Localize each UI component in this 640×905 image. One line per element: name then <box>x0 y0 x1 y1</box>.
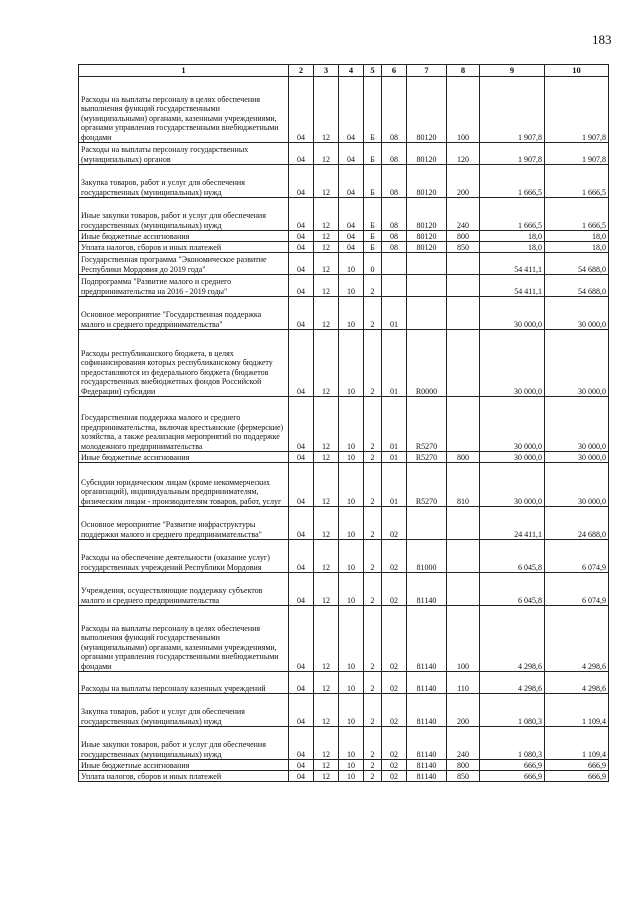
value-cell-10: 1 109,4 <box>545 694 609 727</box>
table-row <box>79 606 609 672</box>
value-cell-4: 10 <box>339 275 364 297</box>
value-cell-10: 4 298,6 <box>545 672 609 694</box>
row-name-cell: Иные бюджетные ассигнования <box>79 452 289 463</box>
value-cell-4: 10 <box>339 463 364 507</box>
table-row <box>79 507 609 540</box>
row-name-cell: Государственная поддержка малого и среднего предпринимательства, включая крестьянские (фермерские) хозяйства, а также реализация мероприятий по поддержке молодежного предпринимательства <box>79 397 289 452</box>
row-name-cell: Расходы на выплаты персоналу государственных (муниципальных) органов <box>79 143 289 165</box>
value-cell-8: 850 <box>447 242 480 253</box>
value-cell-9: 1 666,5 <box>480 165 545 198</box>
value-cell-2: 04 <box>289 77 314 143</box>
value-cell-2: 04 <box>289 694 314 727</box>
page-number: 183 <box>592 32 612 47</box>
value-cell-3: 12 <box>314 694 339 727</box>
row-name-cell: Уплата налогов, сборов и иных платежей <box>79 242 289 253</box>
value-cell-10: 30 000,0 <box>545 463 609 507</box>
value-cell-7: 80120 <box>407 198 447 231</box>
value-cell-10: 4 298,6 <box>545 606 609 672</box>
value-cell-3: 12 <box>314 452 339 463</box>
col-header-7: 7 <box>407 65 447 77</box>
value-cell-5: 2 <box>364 727 382 760</box>
value-cell-7: R5270 <box>407 397 447 452</box>
value-cell-4: 04 <box>339 77 364 143</box>
value-cell-3: 12 <box>314 573 339 606</box>
col-header-3: 3 <box>314 65 339 77</box>
value-cell-9: 30 000,0 <box>480 463 545 507</box>
value-cell-9: 18,0 <box>480 242 545 253</box>
value-cell-10: 6 074,9 <box>545 573 609 606</box>
budget-table <box>78 64 609 782</box>
value-cell-7: 81140 <box>407 606 447 672</box>
value-cell-7: 81140 <box>407 672 447 694</box>
value-cell-7: 81140 <box>407 771 447 782</box>
value-cell-6: 02 <box>382 573 407 606</box>
value-cell-9: 666,9 <box>480 771 545 782</box>
value-cell-10: 1 109,4 <box>545 727 609 760</box>
value-cell-5: 2 <box>364 330 382 397</box>
value-cell-5: Б <box>364 77 382 143</box>
value-cell-3: 12 <box>314 672 339 694</box>
value-cell-9: 30 000,0 <box>480 330 545 397</box>
value-cell-9: 6 045,8 <box>480 573 545 606</box>
table-row <box>79 198 609 231</box>
row-name-cell: Основное мероприятие "Государственная поддержка малого и среднего предпринимательства" <box>79 297 289 330</box>
table-row <box>79 297 609 330</box>
table-row <box>79 672 609 694</box>
value-cell-9: 4 298,6 <box>480 606 545 672</box>
table-row <box>79 330 609 397</box>
value-cell-10: 24 688,0 <box>545 507 609 540</box>
value-cell-6 <box>382 253 407 275</box>
value-cell-2: 04 <box>289 540 314 573</box>
value-cell-10: 30 000,0 <box>545 330 609 397</box>
row-name-cell: Расходы республиканского бюджета, в целях софинансирования которых республиканскому бюджету предоставляются из федерального бюджета (бюджетов государственных внебюджетных фондов Российской Федерации) субсидии <box>79 330 289 397</box>
value-cell-4: 10 <box>339 297 364 330</box>
value-cell-4: 10 <box>339 694 364 727</box>
value-cell-7: 81140 <box>407 760 447 771</box>
value-cell-10: 6 074,9 <box>545 540 609 573</box>
value-cell-6: 02 <box>382 727 407 760</box>
row-name-cell: Закупка товаров, работ и услуг для обеспечения государственных (муниципальных) нужд <box>79 165 289 198</box>
value-cell-4: 10 <box>339 727 364 760</box>
row-name-cell: Расходы на выплаты персоналу казенных учреждений <box>79 672 289 694</box>
table-row <box>79 165 609 198</box>
value-cell-6: 02 <box>382 672 407 694</box>
value-cell-9: 4 298,6 <box>480 672 545 694</box>
value-cell-9: 1 080,3 <box>480 727 545 760</box>
value-cell-2: 04 <box>289 507 314 540</box>
value-cell-8 <box>447 253 480 275</box>
value-cell-6: 08 <box>382 231 407 242</box>
value-cell-7 <box>407 253 447 275</box>
value-cell-2: 04 <box>289 606 314 672</box>
value-cell-6: 01 <box>382 397 407 452</box>
value-cell-10: 30 000,0 <box>545 397 609 452</box>
row-name-cell: Иные бюджетные ассигнования <box>79 760 289 771</box>
value-cell-9: 24 411,1 <box>480 507 545 540</box>
value-cell-3: 12 <box>314 540 339 573</box>
table-row <box>79 275 609 297</box>
value-cell-6: 08 <box>382 165 407 198</box>
col-header-10: 10 <box>545 65 609 77</box>
value-cell-2: 04 <box>289 330 314 397</box>
row-name-cell: Иные закупки товаров, работ и услуг для обеспечения государственных (муниципальных) нужд <box>79 198 289 231</box>
table-row <box>79 540 609 573</box>
value-cell-4: 10 <box>339 452 364 463</box>
value-cell-7: 80120 <box>407 242 447 253</box>
value-cell-9: 1 666,5 <box>480 198 545 231</box>
value-cell-5: 2 <box>364 672 382 694</box>
value-cell-5: 2 <box>364 694 382 727</box>
value-cell-2: 04 <box>289 165 314 198</box>
value-cell-5: 2 <box>364 275 382 297</box>
table-row <box>79 760 609 771</box>
value-cell-3: 12 <box>314 165 339 198</box>
value-cell-3: 12 <box>314 463 339 507</box>
value-cell-8: 800 <box>447 452 480 463</box>
value-cell-3: 12 <box>314 275 339 297</box>
value-cell-8: 110 <box>447 672 480 694</box>
col-header-9: 9 <box>480 65 545 77</box>
value-cell-10: 1 666,5 <box>545 165 609 198</box>
value-cell-8 <box>447 330 480 397</box>
value-cell-10: 30 000,0 <box>545 297 609 330</box>
value-cell-2: 04 <box>289 143 314 165</box>
value-cell-3: 12 <box>314 253 339 275</box>
value-cell-9: 1 080,3 <box>480 694 545 727</box>
value-cell-2: 04 <box>289 242 314 253</box>
value-cell-5: Б <box>364 198 382 231</box>
value-cell-6: 02 <box>382 760 407 771</box>
value-cell-5: 2 <box>364 540 382 573</box>
value-cell-7: 80120 <box>407 77 447 143</box>
value-cell-5: Б <box>364 242 382 253</box>
value-cell-5: 0 <box>364 253 382 275</box>
value-cell-4: 10 <box>339 760 364 771</box>
value-cell-9: 1 907,8 <box>480 143 545 165</box>
value-cell-3: 12 <box>314 606 339 672</box>
value-cell-7 <box>407 275 447 297</box>
value-cell-10: 18,0 <box>545 231 609 242</box>
row-name-cell: Иные закупки товаров, работ и услуг для обеспечения государственных (муниципальных) нужд <box>79 727 289 760</box>
value-cell-9: 18,0 <box>480 231 545 242</box>
value-cell-3: 12 <box>314 760 339 771</box>
value-cell-3: 12 <box>314 507 339 540</box>
value-cell-8: 850 <box>447 771 480 782</box>
value-cell-10: 1 907,8 <box>545 77 609 143</box>
value-cell-10: 18,0 <box>545 242 609 253</box>
value-cell-8: 240 <box>447 198 480 231</box>
value-cell-8 <box>447 275 480 297</box>
value-cell-5: 2 <box>364 397 382 452</box>
value-cell-7: 81140 <box>407 573 447 606</box>
row-name-cell: Учреждения, осуществляющие поддержку субъектов малого и среднего предпринимательства <box>79 573 289 606</box>
header-row <box>79 65 609 77</box>
value-cell-6: 08 <box>382 77 407 143</box>
value-cell-3: 12 <box>314 297 339 330</box>
value-cell-6: 08 <box>382 242 407 253</box>
value-cell-10: 1 907,8 <box>545 143 609 165</box>
row-name-cell: Иные бюджетные ассигнования <box>79 231 289 242</box>
value-cell-5: 2 <box>364 297 382 330</box>
value-cell-2: 04 <box>289 297 314 330</box>
table-row <box>79 771 609 782</box>
value-cell-5: Б <box>364 231 382 242</box>
table-row <box>79 397 609 452</box>
value-cell-4: 10 <box>339 573 364 606</box>
value-cell-7 <box>407 297 447 330</box>
table-row <box>79 463 609 507</box>
table-row <box>79 452 609 463</box>
value-cell-7: R5270 <box>407 452 447 463</box>
value-cell-9: 30 000,0 <box>480 397 545 452</box>
value-cell-3: 12 <box>314 330 339 397</box>
value-cell-4: 10 <box>339 397 364 452</box>
col-header-2: 2 <box>289 65 314 77</box>
value-cell-6: 08 <box>382 143 407 165</box>
value-cell-5: Б <box>364 165 382 198</box>
value-cell-7: 80120 <box>407 165 447 198</box>
value-cell-5: 2 <box>364 507 382 540</box>
col-header-5: 5 <box>364 65 382 77</box>
value-cell-5: 2 <box>364 771 382 782</box>
value-cell-8 <box>447 573 480 606</box>
value-cell-8 <box>447 507 480 540</box>
value-cell-2: 04 <box>289 231 314 242</box>
value-cell-4: 10 <box>339 330 364 397</box>
value-cell-9: 54 411,1 <box>480 275 545 297</box>
col-header-1: 1 <box>79 65 289 77</box>
value-cell-3: 12 <box>314 231 339 242</box>
value-cell-2: 04 <box>289 452 314 463</box>
row-name-cell: Основное мероприятие "Развитие инфраструктуры поддержки малого и среднего предпринимательства" <box>79 507 289 540</box>
value-cell-8: 810 <box>447 463 480 507</box>
value-cell-6 <box>382 275 407 297</box>
value-cell-3: 12 <box>314 397 339 452</box>
value-cell-7: 80120 <box>407 231 447 242</box>
value-cell-8: 120 <box>447 143 480 165</box>
table-row <box>79 694 609 727</box>
value-cell-8: 200 <box>447 165 480 198</box>
value-cell-7: 81140 <box>407 694 447 727</box>
value-cell-6: 02 <box>382 540 407 573</box>
value-cell-5: 2 <box>364 760 382 771</box>
value-cell-8: 800 <box>447 760 480 771</box>
value-cell-9: 30 000,0 <box>480 452 545 463</box>
value-cell-8: 100 <box>447 77 480 143</box>
value-cell-7: 80120 <box>407 143 447 165</box>
row-name-cell: Расходы на выплаты персоналу в целях обеспечения выполнения функций государственными (муниципальными) органами, казенными учреждениями, органами управления государственными внебюджетными фондами <box>79 606 289 672</box>
col-header-8: 8 <box>447 65 480 77</box>
value-cell-7: R5270 <box>407 463 447 507</box>
value-cell-2: 04 <box>289 727 314 760</box>
value-cell-10: 1 666,5 <box>545 198 609 231</box>
value-cell-5: Б <box>364 143 382 165</box>
value-cell-8: 200 <box>447 694 480 727</box>
value-cell-10: 666,9 <box>545 760 609 771</box>
table-row <box>79 143 609 165</box>
value-cell-2: 04 <box>289 397 314 452</box>
value-cell-7: 81140 <box>407 727 447 760</box>
value-cell-4: 04 <box>339 242 364 253</box>
value-cell-3: 12 <box>314 198 339 231</box>
value-cell-4: 10 <box>339 507 364 540</box>
table-row <box>79 231 609 242</box>
row-name-cell: Закупка товаров, работ и услуг для обеспечения государственных (муниципальных) нужд <box>79 694 289 727</box>
value-cell-7 <box>407 507 447 540</box>
value-cell-6: 02 <box>382 771 407 782</box>
value-cell-6: 02 <box>382 694 407 727</box>
value-cell-3: 12 <box>314 727 339 760</box>
table-row <box>79 573 609 606</box>
value-cell-10: 30 000,0 <box>545 452 609 463</box>
table-row <box>79 727 609 760</box>
value-cell-7: R0000 <box>407 330 447 397</box>
table-row <box>79 242 609 253</box>
table-row <box>79 77 609 143</box>
value-cell-4: 04 <box>339 198 364 231</box>
value-cell-2: 04 <box>289 771 314 782</box>
value-cell-9: 1 907,8 <box>480 77 545 143</box>
row-name-cell: Уплата налогов, сборов и иных платежей <box>79 771 289 782</box>
value-cell-3: 12 <box>314 143 339 165</box>
value-cell-6: 01 <box>382 463 407 507</box>
value-cell-6: 02 <box>382 507 407 540</box>
row-name-cell: Расходы на обеспечение деятельности (оказание услуг) государственных учреждений Республики Мордовия <box>79 540 289 573</box>
value-cell-6: 01 <box>382 452 407 463</box>
row-name-cell: Субсидии юридическим лицам (кроме некоммерческих организаций), индивидуальным предпринимателям, физическим лицам - производителям товаров, работ, услуг <box>79 463 289 507</box>
value-cell-10: 666,9 <box>545 771 609 782</box>
value-cell-2: 04 <box>289 760 314 771</box>
value-cell-10: 54 688,0 <box>545 275 609 297</box>
value-cell-4: 10 <box>339 540 364 573</box>
value-cell-2: 04 <box>289 198 314 231</box>
table-row <box>79 253 609 275</box>
value-cell-5: 2 <box>364 452 382 463</box>
row-name-cell: Подпрограмма "Развитие малого и среднего предпринимательства на 2016 - 2019 годы" <box>79 275 289 297</box>
value-cell-2: 04 <box>289 573 314 606</box>
value-cell-2: 04 <box>289 672 314 694</box>
value-cell-9: 54 411,1 <box>480 253 545 275</box>
value-cell-3: 12 <box>314 242 339 253</box>
value-cell-8 <box>447 297 480 330</box>
value-cell-9: 666,9 <box>480 760 545 771</box>
col-header-6: 6 <box>382 65 407 77</box>
value-cell-4: 10 <box>339 253 364 275</box>
value-cell-3: 12 <box>314 77 339 143</box>
value-cell-8: 100 <box>447 606 480 672</box>
row-name-cell: Государственная программа "Экономическое развитие Республики Мордовия до 2019 года" <box>79 253 289 275</box>
value-cell-5: 2 <box>364 573 382 606</box>
value-cell-9: 30 000,0 <box>480 297 545 330</box>
value-cell-4: 04 <box>339 165 364 198</box>
value-cell-8 <box>447 397 480 452</box>
row-name-cell: Расходы на выплаты персоналу в целях обеспечения выполнения функций государственными (муниципальными) органами, казенными учреждениями, органами управления государственными внебюджетными фондами <box>79 77 289 143</box>
value-cell-4: 10 <box>339 606 364 672</box>
value-cell-5: 2 <box>364 606 382 672</box>
value-cell-8: 240 <box>447 727 480 760</box>
value-cell-3: 12 <box>314 771 339 782</box>
value-cell-6: 08 <box>382 198 407 231</box>
value-cell-6: 02 <box>382 606 407 672</box>
value-cell-7: 81000 <box>407 540 447 573</box>
value-cell-8 <box>447 540 480 573</box>
col-header-4: 4 <box>339 65 364 77</box>
value-cell-4: 04 <box>339 231 364 242</box>
value-cell-6: 01 <box>382 297 407 330</box>
value-cell-2: 04 <box>289 253 314 275</box>
value-cell-8: 800 <box>447 231 480 242</box>
value-cell-4: 04 <box>339 143 364 165</box>
value-cell-2: 04 <box>289 275 314 297</box>
value-cell-4: 10 <box>339 672 364 694</box>
value-cell-9: 6 045,8 <box>480 540 545 573</box>
value-cell-5: 2 <box>364 463 382 507</box>
value-cell-4: 10 <box>339 771 364 782</box>
value-cell-10: 54 688,0 <box>545 253 609 275</box>
value-cell-6: 01 <box>382 330 407 397</box>
value-cell-2: 04 <box>289 463 314 507</box>
